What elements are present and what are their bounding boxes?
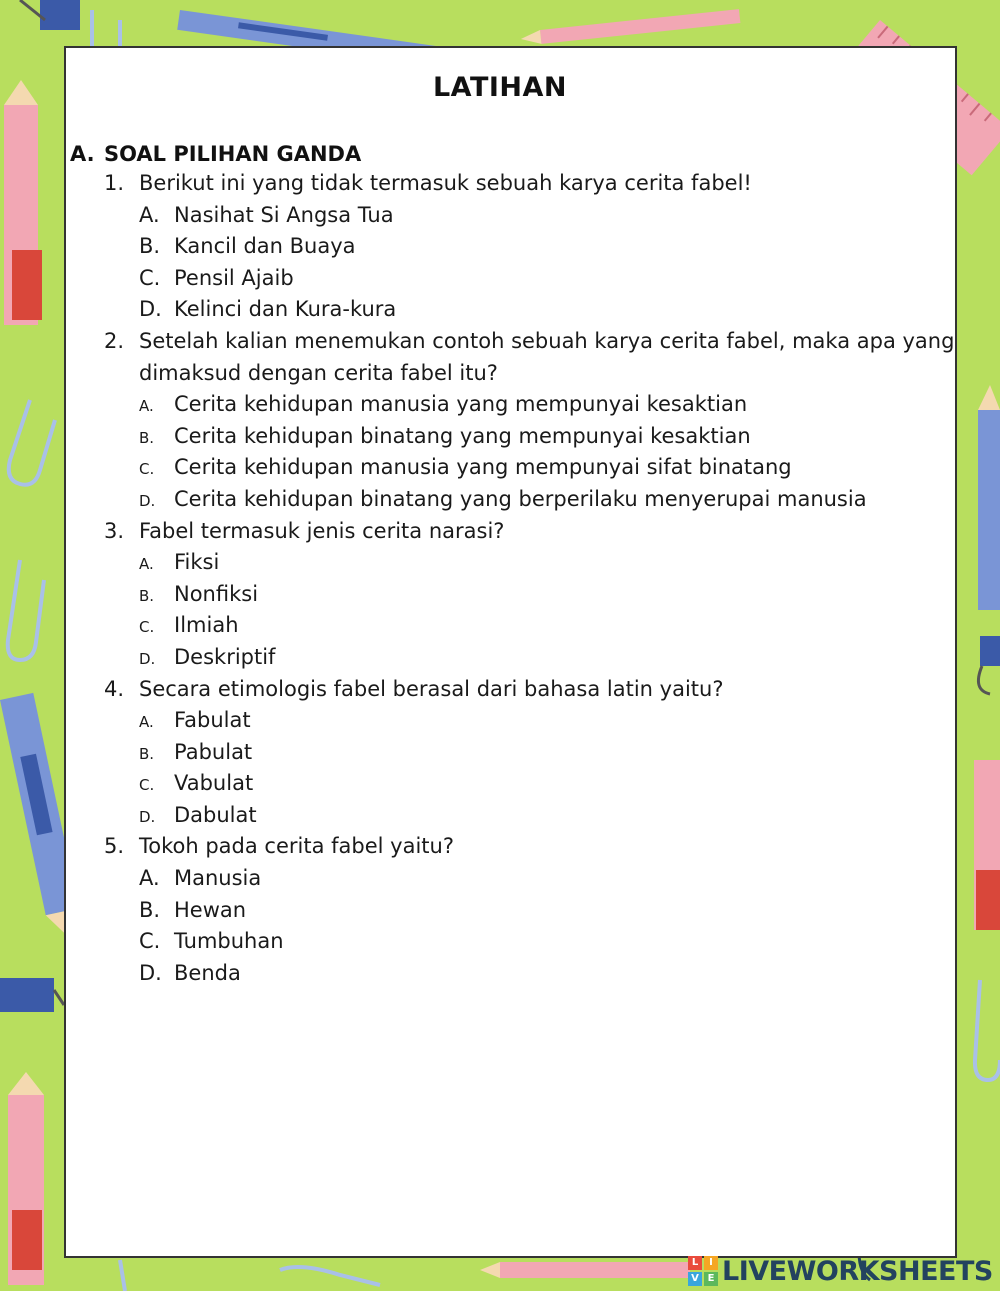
answer-option[interactable] [104, 231, 934, 263]
option-text: Nasihat Si Angsa Tua [174, 202, 394, 227]
answer-option[interactable] [104, 800, 934, 832]
answer-option[interactable] [104, 895, 934, 927]
answer-option[interactable] [104, 610, 934, 642]
section-title: SOAL PILIHAN GANDA [104, 142, 362, 166]
option-text: Manusia [174, 866, 262, 891]
pencil-icon [480, 1262, 690, 1278]
option-text: Cerita kehidupan binatang yang berperilaku menyerupai manusia [174, 486, 867, 511]
answer-option[interactable] [104, 421, 934, 453]
question-text-continued: dimaksud dengan cerita fabel itu? [139, 360, 498, 385]
paperclip-icon [120, 1260, 125, 1291]
pencil-icon [8, 1072, 44, 1285]
option-text: Cerita kehidupan manusia yang mempunyai sifat binatang [174, 455, 792, 480]
answer-option[interactable] [104, 705, 934, 737]
answer-option[interactable] [104, 863, 934, 895]
option-letter: A. [139, 866, 160, 891]
option-text: Cerita kehidupan binatang yang mempunyai kesaktian [174, 423, 751, 448]
pencil-icon [978, 385, 1000, 610]
answer-option[interactable] [104, 642, 934, 674]
question [104, 168, 934, 200]
section-heading [70, 142, 361, 166]
answer-option[interactable] [104, 579, 934, 611]
answer-option[interactable] [104, 389, 934, 421]
option-letter: C. [139, 929, 161, 954]
option-letter: D. [139, 807, 156, 826]
option-text: Kelinci dan Kura-kura [174, 297, 397, 322]
answer-option[interactable] [104, 547, 934, 579]
option-text: Benda [174, 960, 241, 985]
question-number: 4. [104, 676, 125, 701]
option-letter: C. [139, 460, 155, 479]
option-letter: B. [139, 428, 155, 447]
answer-option[interactable] [104, 452, 934, 484]
binder-clip-icon [20, 0, 80, 30]
paperclip-icon [8, 560, 44, 660]
answer-option[interactable] [104, 484, 934, 516]
answer-option[interactable] [104, 200, 934, 232]
question-number: 2. [104, 328, 125, 353]
option-letter: D. [139, 960, 162, 985]
option-text: Fiksi [174, 550, 220, 575]
option-text: Tumbuhan [174, 929, 284, 954]
option-letter: B. [139, 744, 155, 763]
binder-clip-icon [0, 978, 64, 1012]
section-label: A. [70, 142, 95, 166]
option-text: Hewan [174, 897, 247, 922]
answer-option[interactable] [104, 294, 934, 326]
option-text: Ilmiah [174, 613, 239, 638]
option-letter: A. [139, 555, 154, 574]
answer-option[interactable] [104, 737, 934, 769]
liveworksheets-logo[interactable] [688, 1253, 993, 1289]
liveworksheets-logo-icon: L I V E [688, 1256, 718, 1286]
pencil-icon [520, 9, 740, 46]
binder-clip-icon [978, 636, 1000, 694]
option-letter: A. [139, 713, 154, 732]
question-text: Fabel termasuk jenis cerita narasi? [139, 518, 505, 543]
option-letter: C. [139, 265, 161, 290]
option-letter: B. [139, 586, 155, 605]
pencil-icon [4, 80, 42, 325]
answer-option[interactable] [104, 958, 934, 990]
option-text: Pabulat [174, 739, 253, 764]
paperclip-icon [280, 1267, 380, 1285]
option-letter: A. [139, 202, 160, 227]
question-number: 5. [104, 834, 125, 859]
question-number: 1. [104, 171, 125, 195]
question [104, 326, 955, 358]
option-text: Dabulat [174, 802, 257, 827]
question-text: Berikut ini yang tidak termasuk sebuah karya cerita fabel! [139, 171, 752, 195]
question [104, 674, 934, 706]
option-letter: B. [139, 234, 161, 259]
option-letter: C. [139, 618, 155, 637]
option-text: Cerita kehidupan manusia yang mempunyai kesaktian [174, 392, 748, 417]
option-text: Fabulat [174, 708, 251, 733]
option-letter: B. [139, 897, 161, 922]
paperclip-icon [975, 980, 1000, 1080]
option-letter: D. [139, 491, 156, 510]
paperclip-icon [9, 400, 55, 485]
option-letter: A. [139, 397, 154, 416]
answer-option[interactable] [104, 263, 934, 295]
option-text: Kancil dan Buaya [174, 234, 356, 259]
question [104, 516, 934, 548]
option-letter: C. [139, 776, 155, 795]
option-text: Deskriptif [174, 644, 276, 669]
question-text: Tokoh pada cerita fabel yaitu? [139, 834, 454, 859]
question-text: Setelah kalian menemukan contoh sebuah karya cerita fabel, maka apa yang [139, 328, 955, 353]
pencil-icon [974, 760, 1000, 930]
worksheet-title: LATIHAN [432, 72, 568, 103]
option-text: Pensil Ajaib [174, 265, 294, 290]
option-letter: D. [139, 649, 156, 668]
answer-option[interactable] [104, 926, 934, 958]
answer-option[interactable] [104, 768, 934, 800]
question [104, 831, 934, 863]
option-text: Nonfiksi [174, 581, 259, 606]
question-text: Secara etimologis fabel berasal dari bahasa latin yaitu? [139, 676, 724, 701]
question-number: 3. [104, 518, 125, 543]
question-list [104, 168, 955, 989]
logo-text: LIVEWORKSHEETS [722, 1255, 993, 1287]
option-text: Vabulat [174, 771, 254, 796]
option-letter: D. [139, 297, 162, 322]
